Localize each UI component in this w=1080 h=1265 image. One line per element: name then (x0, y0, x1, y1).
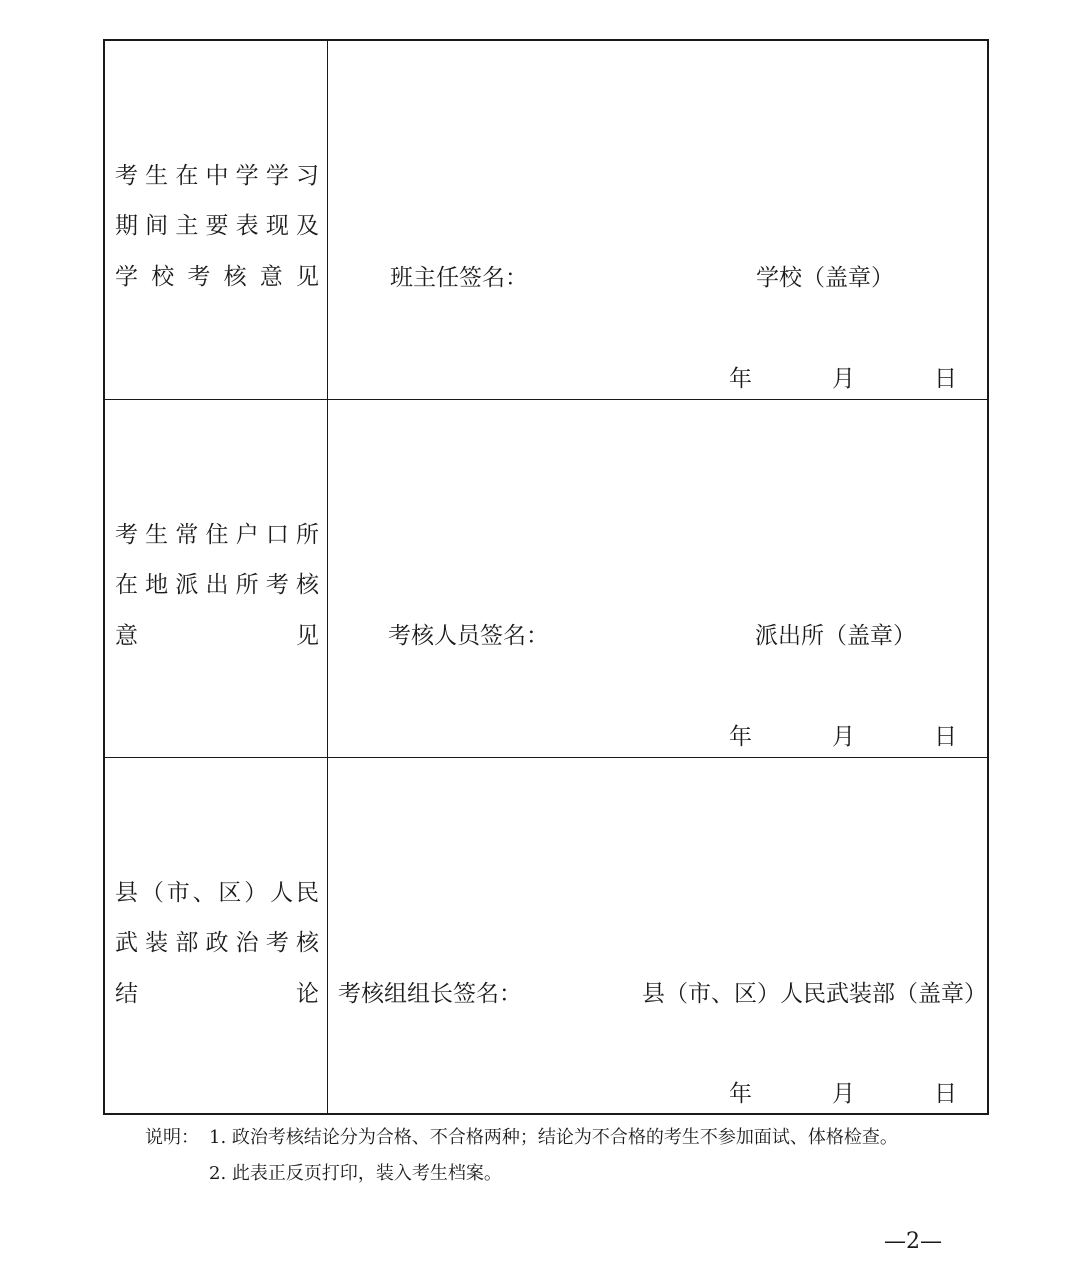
signature-label: 考核组组长签名： (338, 981, 522, 1007)
row-label-cell (105, 41, 328, 399)
form-row-police-review (105, 400, 987, 758)
date-year-label: 年 (729, 724, 752, 750)
political-review-form-table (103, 39, 989, 1115)
date-day-label: 日 (934, 366, 957, 392)
form-row-school-review (105, 41, 987, 400)
row-content-cell (328, 400, 987, 757)
signature-label: 考核人员签名： (388, 623, 549, 649)
row-label-line: 考生常住户口所 (115, 522, 319, 548)
date-month-label: 月 (832, 366, 855, 392)
row-content-cell (328, 758, 987, 1113)
row-label-line: 在地派出所考核 (115, 572, 319, 598)
note-item: 2. 此表正反页打印，装入考生档案。 (209, 1163, 502, 1184)
row-label-line: 考生在中学学习 (115, 163, 319, 189)
seal-label: 派出所（盖章） (755, 623, 916, 649)
date-day-label: 日 (934, 724, 957, 750)
row-content-cell (328, 41, 987, 399)
row-label-line: 武装部政治考核 (115, 930, 319, 956)
form-row-armed-forces-conclusion (105, 758, 987, 1113)
date-year-label: 年 (729, 366, 752, 392)
date-year-label: 年 (729, 1081, 752, 1107)
date-month-label: 月 (832, 1081, 855, 1107)
row-label-line: 学校考核意见 (115, 264, 319, 290)
note-item: 1. 政治考核结论分为合格、不合格两种；结论为不合格的考生不参加面试、体格检查。 (209, 1127, 898, 1148)
row-label-cell (105, 400, 328, 757)
date-month-label: 月 (832, 724, 855, 750)
page-number: —2— (884, 1229, 942, 1254)
date-day-label: 日 (934, 1081, 957, 1107)
row-label-cell (105, 758, 328, 1113)
seal-label: 县（市、区）人民武装部（盖章） (642, 981, 987, 1007)
row-label-line: 期间主要表现及 (115, 213, 319, 239)
seal-label: 学校（盖章） (756, 265, 894, 291)
row-label-line: 结 论 (115, 981, 319, 1007)
row-label-line: 县（市、区）人民 (115, 880, 319, 906)
signature-label: 班主任签名： (390, 265, 528, 291)
row-label-line: 意 见 (115, 623, 319, 649)
notes-prefix: 说明： (145, 1127, 199, 1148)
